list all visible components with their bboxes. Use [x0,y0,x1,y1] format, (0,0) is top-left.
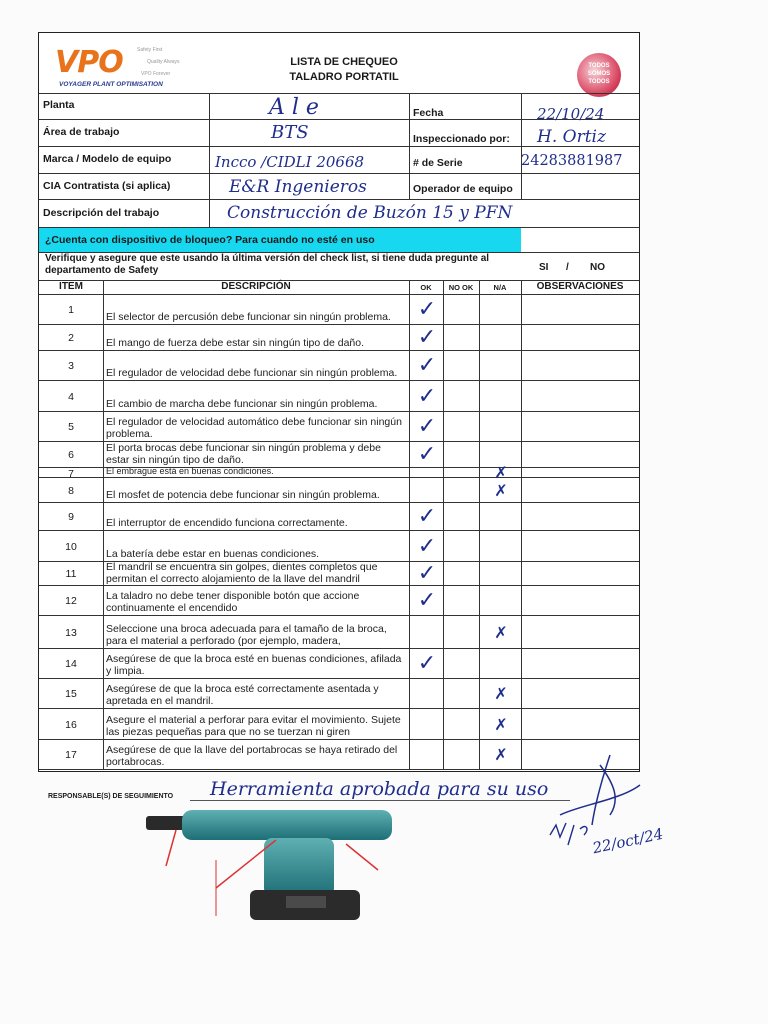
logo-tagline-2: Quality Always [147,59,180,65]
table-row [39,679,639,709]
row-item-number: 3 [68,360,74,372]
ok-checkmark-icon[interactable]: ✓ [417,325,437,350]
logo-text: VPO [55,45,123,80]
row-description: Asegúrese de que la broca esté en buenas condiciones, afilada y limpia. [106,653,402,677]
table-row [39,325,639,351]
ok-checkmark-icon[interactable]: ✓ [417,533,437,559]
table-row [39,412,639,442]
table-row [39,463,639,482]
marca-label: Marca / Modelo de equipo [43,153,172,165]
logo-tagline-3: VPO Forever [141,71,171,77]
row-item-number: 14 [65,658,77,670]
col-header-item: ITEM [59,281,83,292]
operador-label: Operador de equipo [413,183,513,195]
slash: / [566,262,569,273]
row-description: La taladro no debe tener disponible botón que accione continuamente el encendido [106,590,360,614]
na-x-mark-icon[interactable]: ✗ [494,714,508,734]
na-x-mark-icon[interactable]: ✗ [494,745,508,764]
col-header-desc: DESCRIPCIÓN [221,281,291,292]
row-item-number: 7 [68,468,74,480]
table-row [39,586,639,616]
row-description: El mosfet de potencia debe funcionar sin ningún problema. [106,489,380,501]
ok-checkmark-icon[interactable]: ✓ [417,414,437,439]
row-item-number: 10 [65,540,77,553]
ok-checkmark-icon[interactable]: ✓ [417,561,437,586]
table-row [39,649,639,679]
logo-subtitle: VOYAGER PLANT OPTIMISATION [59,81,163,88]
area-value[interactable]: BTS [271,122,309,143]
row-description: La batería debe estar en buenas condiciones. [106,548,320,560]
col-header-nook: NO OK [448,283,474,292]
table-row [39,503,639,531]
row-description: El mandril se encuentra sin golpes, dientes completos que permitan el correcto alojamiento de la llave del mandril [106,561,378,584]
planta-value[interactable]: A l e [269,95,319,120]
table-row [39,531,639,562]
verify-text: Verifique y asegure que este usando la última versión del check list, si tiene duda pregunte al departamento de Safety [45,253,490,276]
row-description: Seleccione una broca adecuada para el tamaño de la broca, para el material a perforado (por ejemplo, madera, [106,623,387,647]
inspeccionado-value[interactable]: H. Ortiz [537,127,606,147]
ok-checkmark-icon[interactable]: ✓ [417,353,437,378]
fecha-label: Fecha [413,107,444,119]
row-item-number: 17 [65,749,77,761]
no-label: NO [590,262,605,273]
table-row [39,709,639,740]
row-item-number: 16 [65,718,77,731]
ok-checkmark-icon[interactable]: ✓ [417,504,437,529]
row-item-number: 1 [68,303,74,316]
ok-checkmark-icon[interactable]: ✓ [417,651,437,676]
fecha-value[interactable]: 22/10/24 [537,105,605,123]
badge-line-2: SOMOS [587,71,611,77]
na-x-mark-icon[interactable]: ✗ [494,480,508,500]
serie-value[interactable]: 24283881987 [521,153,623,169]
table-row [39,616,639,649]
checklist-sheet [38,32,640,772]
table-row [39,478,639,503]
row-description: Asegúrese de que la broca esté correctamente asentada y apretada en el mandril. [106,683,379,707]
row-item-number: 9 [68,511,74,523]
badge-line-3: TODOS [588,79,610,85]
bloqueo-question: ¿Cuenta con dispositivo de bloqueo? Para cuando no esté en uso [45,234,375,246]
row-item-number: 4 [68,390,74,403]
descripcion-value[interactable]: Construcción de Buzón 15 y PFN [227,203,513,223]
na-x-mark-icon[interactable]: ✗ [494,463,508,482]
document-title [259,55,429,85]
table-row [39,351,639,381]
signature-date: 22/oct/24 [590,824,665,858]
row-description: El regulador de velocidad automático debe funcionar sin ningún problema. [106,416,402,440]
checklist-table [39,280,639,773]
ok-checkmark-icon[interactable]: ✓ [417,383,437,409]
row-item-number: 2 [68,332,74,344]
logo-tagline-1: Safety First [137,47,163,53]
na-x-mark-icon[interactable]: ✗ [494,622,508,642]
area-label: Área de trabajo [43,126,120,138]
cia-value[interactable]: E&R Ingenieros [229,177,367,197]
badge-line-1: TODOS [588,63,610,69]
drill-illustration [146,800,406,926]
table-row [39,442,639,468]
row-item-number: 11 [65,568,77,580]
row-description: El interruptor de encendido funciona correctamente. [106,517,348,529]
table-row [39,381,639,412]
row-item-number: 6 [68,449,74,461]
inspeccionado-label: Inspeccionado por: [413,133,510,145]
row-item-number: 15 [65,688,77,700]
table-row [39,562,639,586]
col-header-obs: OBSERVACIONES [536,281,624,292]
responsable-label: RESPONSABLE(S) DE SEGUIMIENTO [48,793,174,800]
row-description: Asegure el material a perforar para evitar el movimiento. Sujete las piezas pequeñas para que no se tuerzan ni giren [106,714,401,738]
marca-value[interactable]: Incco /CIDLI 20668 [215,153,365,171]
todos-badge [577,53,621,97]
row-description: El cambio de marcha debe funcionar sin ningún problema. [106,398,378,410]
row-item-number: 13 [65,626,77,639]
row-item-number: 12 [65,595,77,607]
na-x-mark-icon[interactable]: ✗ [494,684,508,703]
row-description: El mango de fuerza debe estar sin ningún tipo de daño. [106,337,365,349]
row-description: El regulador de velocidad debe funcionar sin ningún problema. [106,367,398,379]
responsable-value[interactable]: Herramienta aprobada para su uso [210,778,549,800]
serie-label: # de Serie [413,157,463,169]
table-row [39,294,639,325]
col-header-na: N/A [493,283,507,292]
row-description: El porta brocas debe funcionar sin ningún problema y debe estar sin ningún tipo de daño. [106,442,381,466]
row-item-number: 8 [68,484,74,497]
descripcion-label: Descripción del trabajo [43,207,160,219]
row-item-number: 5 [68,421,74,433]
planta-label: Planta [43,99,75,111]
ok-checkmark-icon[interactable]: ✓ [417,588,437,613]
ok-checkmark-icon[interactable]: ✓ [417,296,437,322]
col-header-ok: OK [420,283,432,292]
cia-label: CIA Contratista (si aplica) [43,180,171,192]
title-line-1: LISTA DE CHEQUEO [290,56,398,68]
row-description: Asegúrese de que la llave del portabrocas se haya retirado del portabrocas. [106,744,398,768]
row-description: El embrague está en buenas condiciones. [106,467,274,476]
title-line-2: TALADRO PORTATIL [289,71,399,83]
si-label: SI [539,262,549,273]
vpo-logo [55,45,205,91]
row-description: El selector de percusión debe funcionar sin ningún problema. [106,311,391,323]
ok-checkmark-icon[interactable]: ✓ [417,442,437,467]
